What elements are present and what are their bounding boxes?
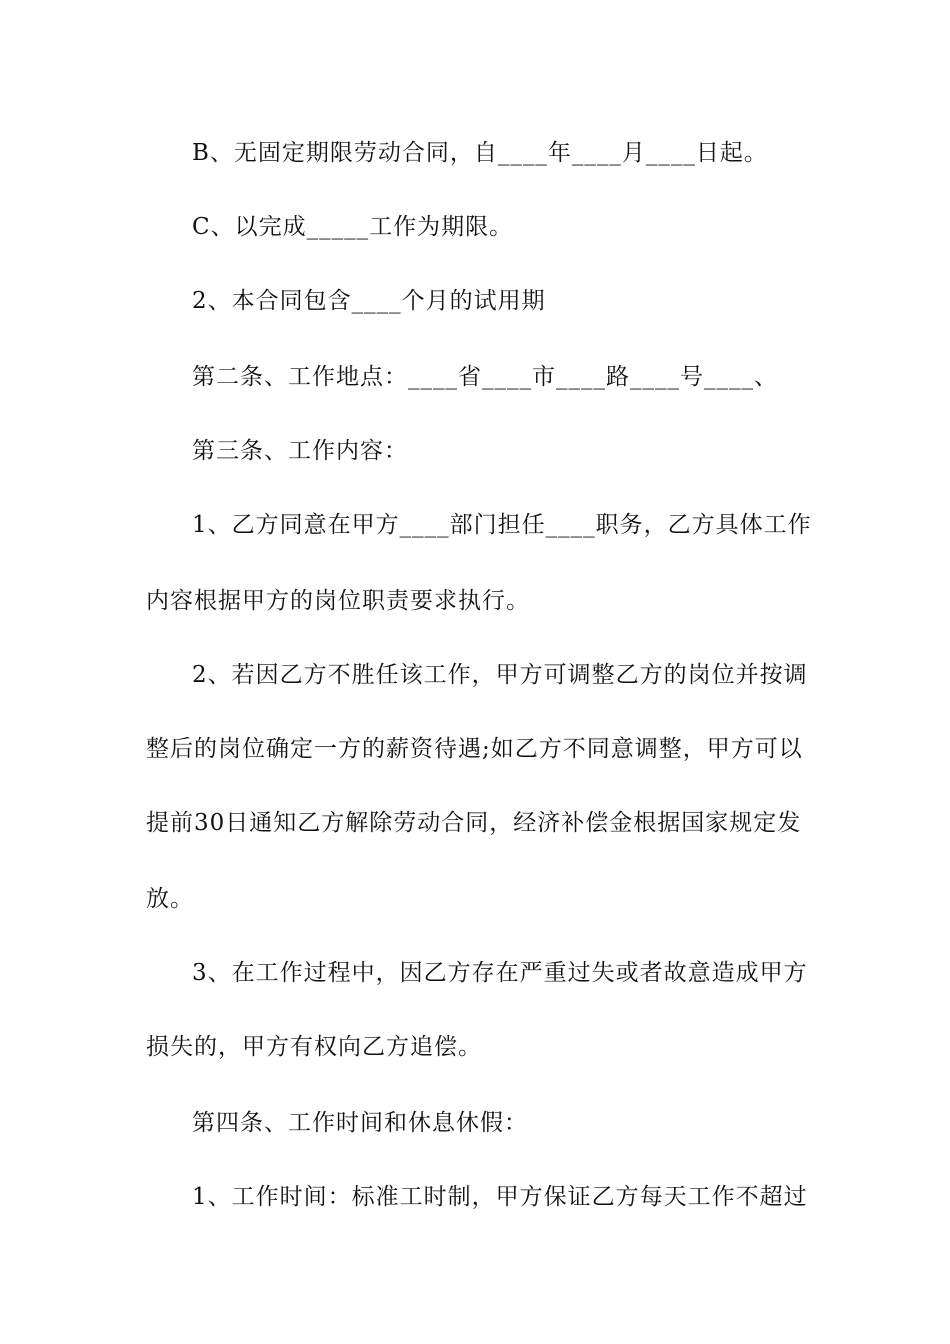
article-3-item-2-line-1: 2、若因乙方不胜任该工作，甲方可调整乙方的岗位并按调 [192, 662, 808, 688]
clause-term-c: C、以完成_____工作为期限。 [192, 214, 514, 240]
article-3-item-3-line-2: 损失的，甲方有权向乙方追偿。 [146, 1034, 482, 1060]
article-2-work-location: 第二条、工作地点：____省____市____路____号____、 [192, 364, 778, 390]
article-3-item-3-line-1: 3、在工作过程中，因乙方存在严重过失或者故意造成甲方 [192, 960, 808, 986]
clause-term-b: B、无固定期限劳动合同，自____年____月____日起。 [192, 140, 768, 166]
article-3-item-1-line-1: 1、乙方同意在甲方____部门担任____职务，乙方具体工作 [192, 512, 812, 538]
clause-probation: 2、本合同包含____个月的试用期 [192, 288, 546, 314]
article-3-item-2-line-3: 提前30日通知乙方解除劳动合同，经济补偿金根据国家规定发 [146, 810, 802, 836]
article-3-item-2-line-4: 放。 [146, 886, 194, 912]
article-4-item-1-line-1: 1、工作时间：标准工时制，甲方保证乙方每天工作不超过 [192, 1184, 808, 1210]
article-3-heading: 第三条、工作内容： [192, 438, 408, 464]
article-3-item-1-line-2: 内容根据甲方的岗位职责要求执行。 [146, 588, 530, 614]
article-4-heading: 第四条、工作时间和休息休假： [192, 1110, 528, 1136]
article-3-item-2-line-2: 整后的岗位确定一方的薪资待遇;如乙方不同意调整，甲方可以 [146, 736, 803, 762]
